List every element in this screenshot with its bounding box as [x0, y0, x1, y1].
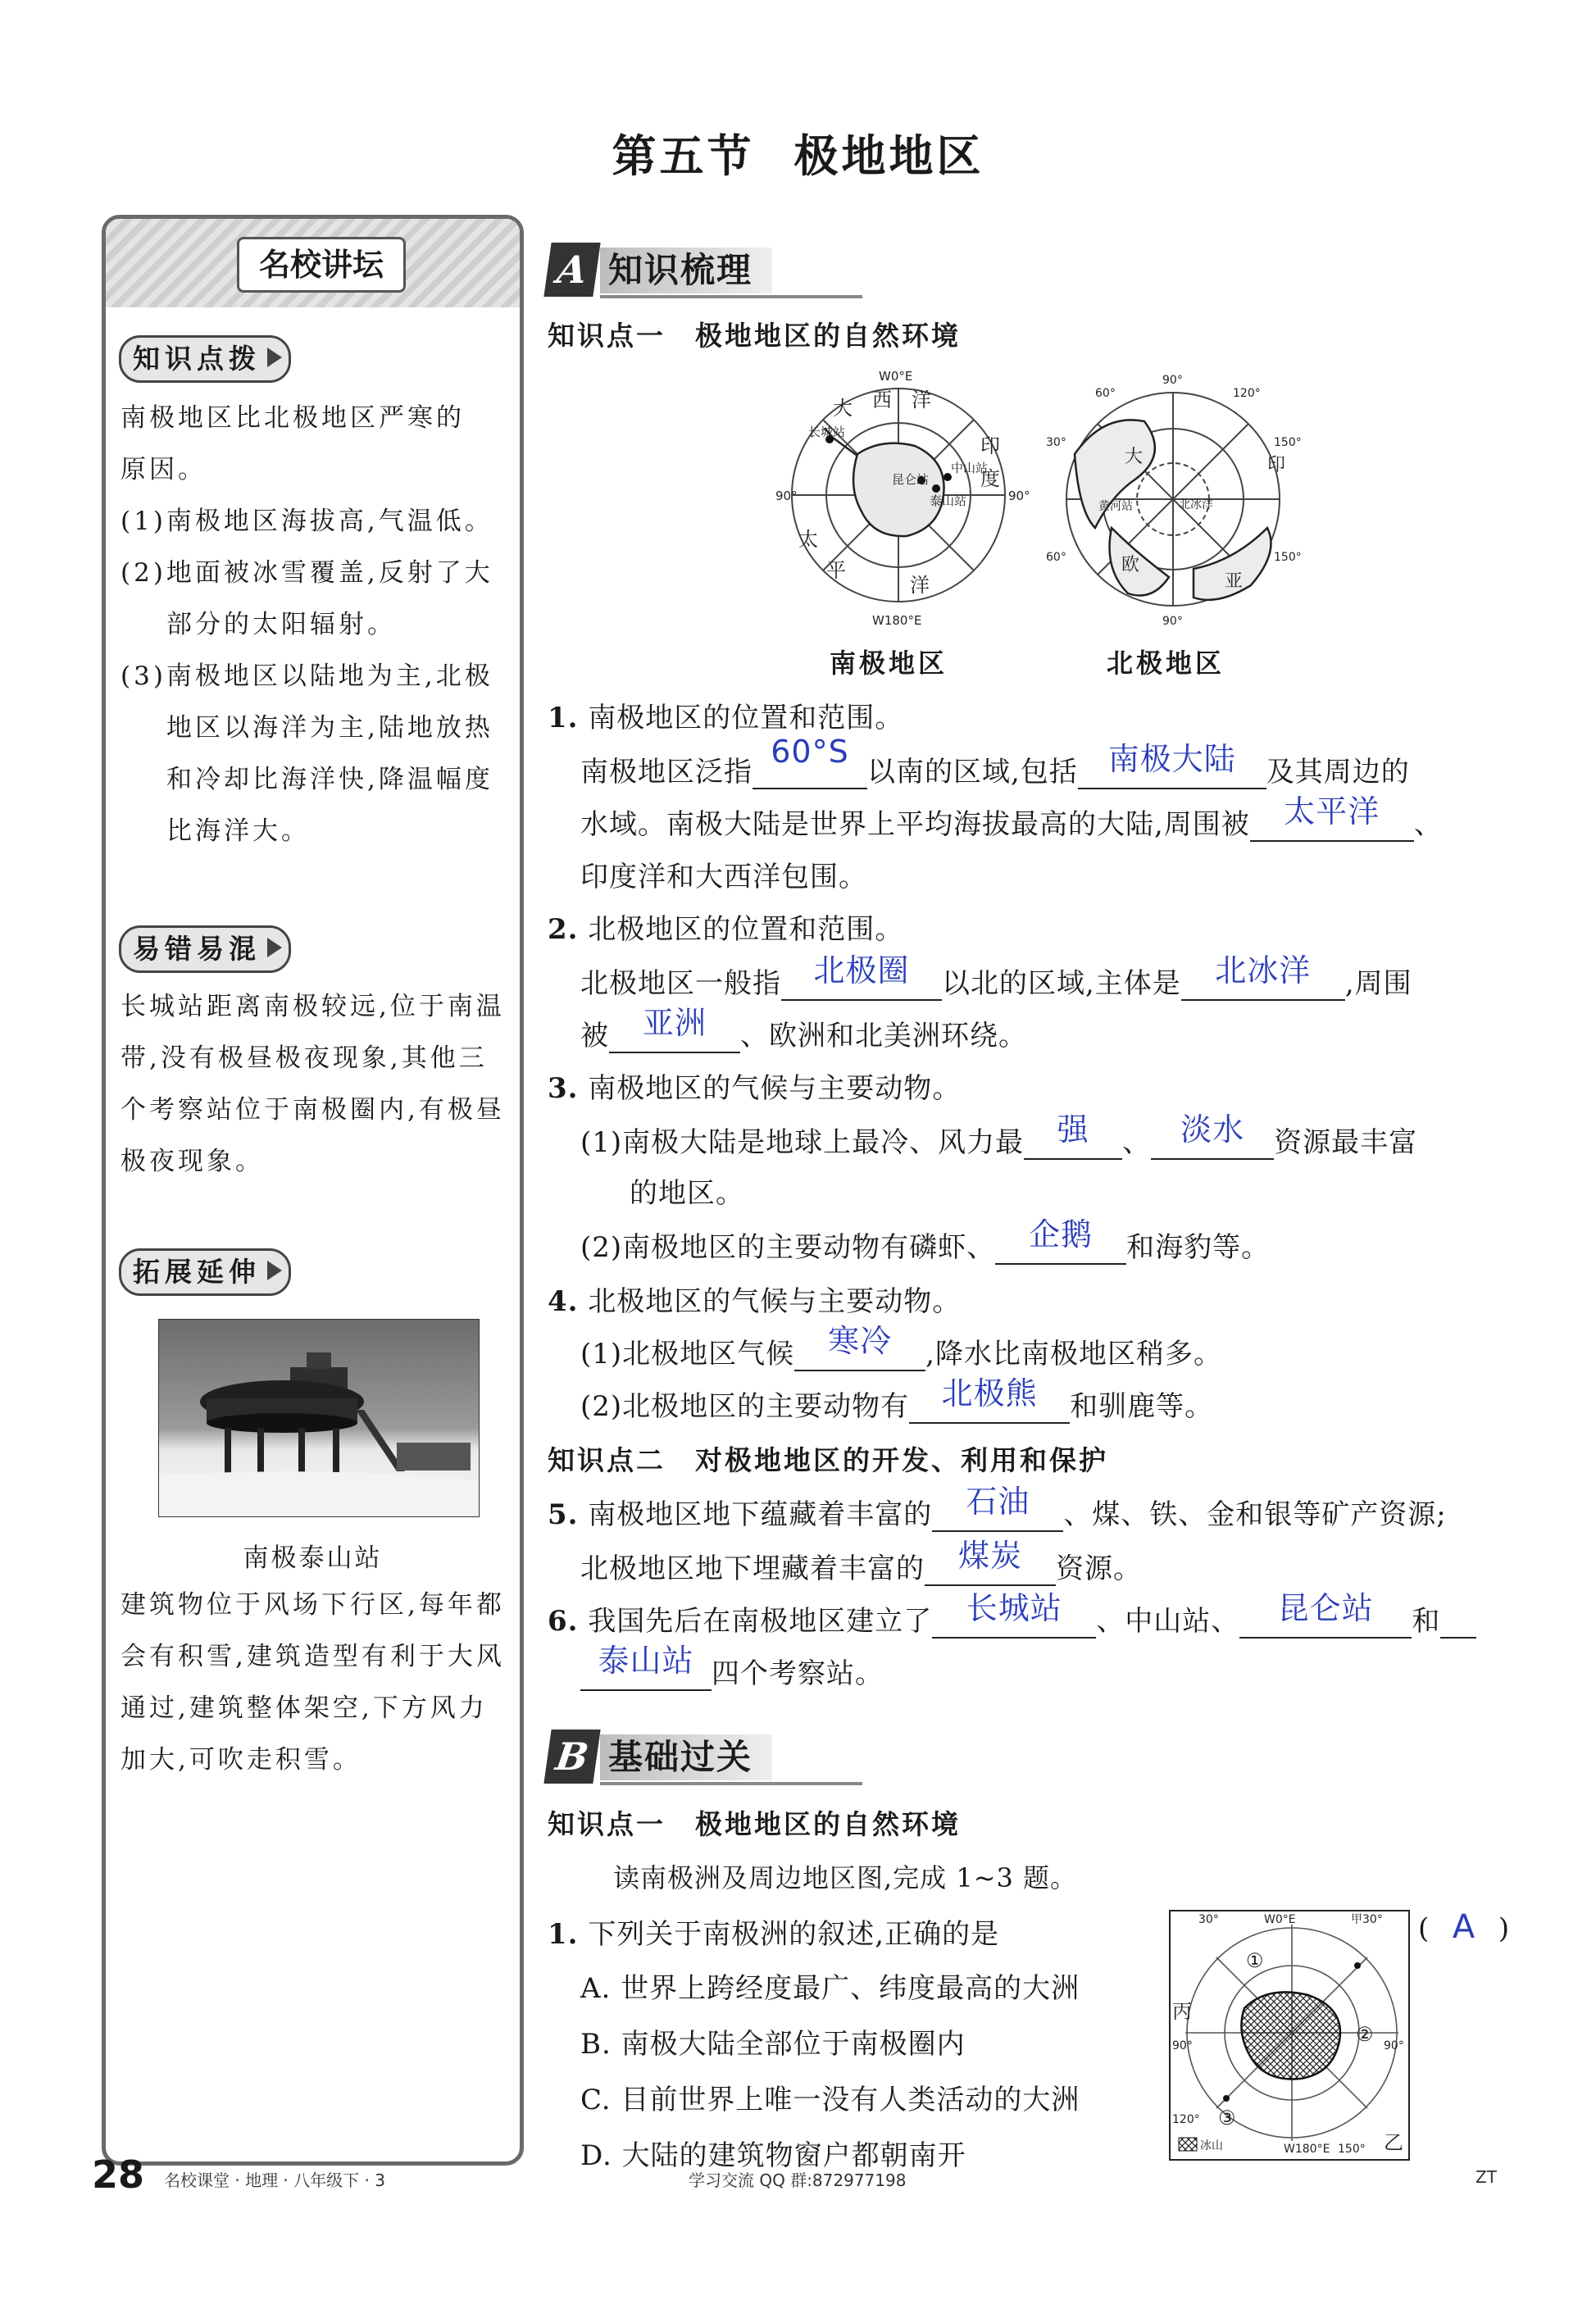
map-label: 泰山站 — [930, 493, 967, 508]
question-1-line-3: 印度洋和大西洋包围。 — [580, 861, 867, 893]
question-4-title: 4. 北极地区的气候与主要动物。 — [548, 1285, 962, 1318]
map-label: 洋 — [910, 574, 930, 597]
answer-blank[interactable] — [1250, 793, 1414, 842]
title-section-number: 第五节 — [612, 130, 755, 182]
handwritten-answer: 强 — [1057, 1111, 1089, 1148]
question-text: 以南的区域,包括 — [867, 756, 1078, 789]
question-text: 南极地区泛指 — [580, 756, 753, 789]
map-label: 太 — [798, 528, 818, 551]
handwritten-answer: 石油 — [966, 1484, 1030, 1520]
section-b-label: 基础过关 — [600, 1734, 772, 1780]
handwritten-answer: 北冰洋 — [1215, 952, 1312, 989]
page-title — [0, 121, 1596, 184]
text-line: 比海洋大。 — [166, 816, 310, 846]
question-text: 北极地区的位置和范围。 — [588, 913, 904, 946]
text-line: 南极地区比北极地区严寒的 — [120, 403, 465, 433]
text-line: 通过,建筑整体架空,下方风力 — [120, 1693, 488, 1723]
question-text: (2)南极地区的主要动物有磷虾、 — [580, 1231, 996, 1264]
question-4-line-2 — [580, 1375, 1214, 1424]
map-label: 90° — [1384, 2039, 1404, 2052]
question-6-line-1: 6. 我国先后在南极地区建立了 长城站 、中山站、 昆仑站 和 — [548, 1598, 1476, 1639]
tip-heading-mistakes: 易错易混 — [119, 925, 291, 973]
handwritten-answer: 北极圈 — [813, 952, 910, 989]
mc-question-1-stem: 1. 下列关于南极洲的叙述,正确的是 — [548, 1918, 1000, 1951]
section-rule — [600, 1782, 862, 1785]
map-label: 印 — [1267, 455, 1286, 475]
map-label: 乙 — [1384, 2131, 1403, 2154]
map-north-caption: 北极地区 — [1107, 648, 1225, 679]
question-text: 南极地区的气候与主要动物。 — [588, 1072, 962, 1105]
map-label: 60° — [1046, 551, 1066, 564]
map-label: 冰山 — [1200, 2139, 1223, 2152]
footer-center: 学习交流 QQ 群:872977198 — [689, 2170, 907, 2190]
map-label: W180°E — [872, 613, 922, 628]
question-text: (1)北极地区气候 — [580, 1338, 795, 1370]
handwritten-answer: 淡水 — [1180, 1111, 1245, 1148]
option-d[interactable]: D. 大陆的建筑物窗户都朝南开 — [580, 2139, 966, 2172]
tip-mistakes-text — [120, 981, 506, 1188]
map-label: 印 — [980, 434, 1000, 457]
antarctica-landmass — [853, 443, 944, 536]
map-label: 60° — [1095, 387, 1116, 400]
handwritten-answer: 北极熊 — [941, 1375, 1038, 1411]
question-text: 被 — [580, 1020, 609, 1052]
kp-prefix: 知识点二 — [548, 1444, 666, 1476]
station-dot — [932, 484, 940, 493]
text-line: 长城站距离南极较远,位于南温 — [120, 992, 505, 1021]
question-text: 水域。南极大陆是世界上平均海拔最高的大陆,周围被 — [580, 808, 1250, 841]
section-a-label: 知识梳理 — [600, 248, 772, 293]
antarctic-map — [775, 364, 1030, 634]
question-3-title: 3. 南极地区的气候与主要动物。 — [548, 1072, 962, 1105]
legend-swatch — [1179, 2138, 1197, 2151]
footer-left: 名校课堂 · 地理 · 八年级下 · 3 — [164, 2170, 385, 2190]
map-label: 150° — [1338, 2143, 1366, 2156]
map-label: W0°E — [1264, 1913, 1296, 1926]
map-label: 甲30° — [1351, 1913, 1383, 1926]
station-illustration — [159, 1320, 479, 1516]
arctic-map — [1046, 364, 1300, 634]
map-label: ③ — [1218, 2107, 1236, 2130]
map-label: ① — [1246, 1949, 1264, 1972]
question-text: 资源。 — [1056, 1552, 1142, 1585]
question-text: 、中山站、 — [1096, 1605, 1240, 1638]
text-line: 个考察站位于南极圈内,有极昼 — [120, 1095, 505, 1125]
answer-blank[interactable] — [1024, 1111, 1122, 1160]
question-text: 北极地区的气候与主要动物。 — [588, 1285, 962, 1318]
answer-blank[interactable] — [1440, 1604, 1476, 1639]
handwritten-answer: 寒冷 — [828, 1323, 893, 1359]
question-text: 下列关于南极洲的叙述,正确的是 — [588, 1918, 1000, 1951]
map-label: 丙 — [1172, 2000, 1192, 2023]
answer-blank[interactable] — [794, 1323, 925, 1371]
map-label: 120° — [1233, 387, 1261, 400]
question-text: (2)北极地区的主要动物有 — [580, 1390, 910, 1423]
question-2-line-1 — [580, 952, 1412, 1001]
handwritten-answer: 昆仑站 — [1277, 1590, 1374, 1626]
map-label: 北冰洋 — [1179, 498, 1213, 511]
kp-prefix: 知识点一 — [548, 1808, 666, 1840]
tip-heading-knowledge: 知识点拨 — [119, 335, 291, 383]
question-text: 北极地区地下埋藏着丰富的 — [580, 1552, 925, 1585]
map-label: 90° — [1162, 374, 1183, 387]
question-text: 、 — [1122, 1126, 1152, 1159]
tip-extension-text — [120, 1580, 506, 1786]
tip-knowledge-text — [120, 393, 506, 857]
text-line: 地区以海洋为主,陆地放热 — [166, 713, 493, 743]
handwritten-answer: 60°S — [771, 734, 849, 770]
handwritten-answer: 煤炭 — [957, 1538, 1022, 1574]
question-text: 四个考察站。 — [712, 1657, 884, 1690]
question-text: 南极地区地下蕴藏着丰富的 — [588, 1498, 933, 1531]
location-dot — [1223, 2095, 1230, 2102]
question-text: ,周围 — [1344, 967, 1412, 1000]
question-text: 及其周边的 — [1266, 756, 1410, 789]
answer-blank[interactable] — [781, 952, 942, 1001]
map-south-caption: 南极地区 — [830, 648, 948, 679]
question-text: 和 — [1412, 1605, 1441, 1638]
question-4-line-1 — [580, 1323, 1222, 1371]
question-text: 资源最丰富 — [1274, 1126, 1418, 1159]
question-text: 以北的区域,主体是 — [942, 967, 1181, 1000]
text-line: 建筑物位于风场下行区,每年都 — [120, 1590, 505, 1620]
map-label: 欧 — [1121, 555, 1140, 575]
page-number: 28 — [92, 2152, 145, 2197]
section-a-header — [548, 243, 859, 300]
kp-prefix: 知识点一 — [548, 320, 666, 352]
taishan-station-photo — [158, 1319, 480, 1517]
text-line: 极夜现象。 — [120, 1147, 264, 1176]
map-label: 大 — [833, 397, 853, 420]
text-line: (2)地面被冰雪覆盖,反射了大 — [120, 558, 493, 588]
map-label: 150° — [1274, 436, 1302, 449]
map-label: ② — [1356, 2023, 1374, 2046]
text-line: 部分的太阳辐射。 — [166, 610, 396, 639]
question-text: (1)南极大陆是地球上最冷、风力最 — [580, 1126, 1025, 1159]
map-label: 大 — [1125, 447, 1144, 467]
question-text: ,降水比南极地区稍多。 — [925, 1338, 1222, 1370]
question-2-line-2 — [580, 1005, 1027, 1053]
handwritten-answer: 长城站 — [966, 1590, 1062, 1626]
section-b-kp-heading — [548, 1803, 961, 1842]
question-1-line-2 — [580, 793, 1443, 842]
map-label: 90° — [1172, 2039, 1193, 2052]
text-line: 原因。 — [120, 455, 207, 484]
question-text: 、 — [1413, 808, 1443, 841]
map-label: 90° — [775, 489, 798, 503]
question-text: 我国先后在南极地区建立了 — [588, 1605, 933, 1638]
question-3-line-3 — [580, 1216, 1271, 1265]
answer-blank[interactable] — [753, 734, 867, 789]
map-label: 150° — [1274, 551, 1302, 564]
handwritten-answer: 泰山站 — [598, 1643, 694, 1679]
paren: ) — [1498, 1912, 1511, 1945]
sidebar-title: 名校讲坛 — [237, 237, 406, 293]
antarctica-question-map — [1169, 1910, 1410, 2161]
answer-blank[interactable] — [1078, 741, 1266, 789]
map-label: 度 — [980, 467, 1000, 490]
antarctica-ice — [1241, 1992, 1340, 2079]
question-3-line-2: 的地区。 — [630, 1177, 744, 1210]
text-line: 和冷却比海洋快,降温幅度 — [166, 765, 493, 794]
answer-blank[interactable] — [1151, 1111, 1274, 1160]
answer-blank[interactable] — [1239, 1590, 1412, 1639]
map-label: 平 — [826, 559, 846, 582]
question-5-line-1: 5. 南极地区地下蕴藏着丰富的 石油 、煤、铁、金和银等矿产资源; — [548, 1492, 1447, 1532]
map-label: 30° — [1046, 436, 1066, 449]
question-text: 和驯鹿等。 — [1070, 1390, 1214, 1423]
question-text: 和海豹等。 — [1126, 1231, 1271, 1264]
section-b-badge: B — [543, 1730, 600, 1784]
location-dot — [1354, 1962, 1361, 1969]
question-6-line-2 — [580, 1643, 884, 1691]
text-line: 加大,可吹走积雪。 — [120, 1745, 361, 1775]
question-text: 北极地区一般指 — [580, 967, 781, 1000]
photo-caption: 南极泰山站 — [243, 1543, 383, 1573]
map-label: W180°E — [1284, 2143, 1330, 2156]
title-topic: 极地地区 — [793, 130, 984, 182]
question-1-title: 1. 南极地区的位置和范围。 — [548, 702, 904, 734]
answer-blank[interactable] — [932, 1590, 1096, 1639]
knowledge-point-2-heading — [548, 1439, 1108, 1478]
map-label: 洋 — [912, 389, 931, 411]
kp-title: 极地地区的自然环境 — [695, 1808, 961, 1840]
map-label: 120° — [1172, 2113, 1200, 2126]
map-label: 亚 — [1225, 571, 1244, 592]
option-c[interactable]: C. 目前世界上唯一没有人类活动的大洲 — [580, 2084, 1080, 2116]
section-b-intro: 读南极洲及周边地区图,完成 1~3 题。 — [613, 1862, 1078, 1893]
map-label: 长城站 — [808, 425, 846, 439]
map-label: 90° — [1162, 615, 1183, 628]
handwritten-choice: A — [1452, 1908, 1476, 1946]
map-label: 西 — [872, 389, 892, 411]
text-line: 带,没有极昼极夜现象,其他三 — [120, 1043, 488, 1073]
question-1-line-1 — [580, 734, 1410, 789]
footer-right: ZT — [1476, 2167, 1497, 2187]
map-label: 90° — [1008, 489, 1030, 503]
kp-title: 对极地地区的开发、利用和保护 — [695, 1444, 1108, 1476]
handwritten-answer: 亚洲 — [642, 1005, 707, 1041]
map-label: 黄河站 — [1098, 500, 1133, 513]
answer-blank[interactable] — [925, 1538, 1056, 1586]
answer-blank[interactable] — [1181, 952, 1345, 1001]
sidebar-panel — [102, 215, 524, 2166]
section-b-header — [548, 1730, 859, 1787]
answer-blank[interactable] — [580, 1643, 712, 1691]
mc-answer-slot — [1418, 1908, 1510, 1946]
answer-blank[interactable] — [609, 1005, 740, 1053]
answer-blank[interactable] — [995, 1216, 1126, 1265]
handwritten-answer: 企鹅 — [1029, 1216, 1094, 1252]
question-5-line-2 — [580, 1538, 1142, 1586]
map-label: W0°E — [879, 369, 913, 384]
map-label: 30° — [1198, 1913, 1219, 1926]
answer-blank[interactable] — [909, 1375, 1070, 1424]
map-label: 昆仑站 — [892, 472, 930, 487]
section-a-badge: A — [543, 243, 600, 297]
paren: ( — [1418, 1912, 1430, 1945]
map-label: 中山站 — [951, 461, 989, 475]
question-text: 南极地区的位置和范围。 — [588, 702, 904, 734]
kp-title: 极地地区的自然环境 — [695, 320, 961, 352]
question-text: 、煤、铁、金和银等矿产资源; — [1063, 1498, 1447, 1531]
handwritten-answer: 南极大陆 — [1107, 741, 1236, 777]
option-a[interactable]: A. 世界上跨经度最广、纬度最高的大洲 — [580, 1972, 1080, 2005]
text-line: (3)南极地区以陆地为主,北极 — [120, 661, 493, 691]
section-rule — [600, 295, 862, 298]
question-2-title: 2. 北极地区的位置和范围。 — [548, 913, 904, 946]
knowledge-point-1-heading — [548, 315, 961, 353]
text-line: 会有积雪,建筑造型有利于大风 — [120, 1642, 505, 1671]
option-b[interactable]: B. 南极大陆全部位于南极圈内 — [580, 2028, 966, 2061]
answer-blank[interactable] — [932, 1484, 1063, 1532]
text-line: (1)南极地区海拔高,气温低。 — [120, 507, 493, 536]
tip-heading-extension: 拓展延伸 — [119, 1248, 291, 1296]
question-text: 、欧洲和北美洲环绕。 — [740, 1020, 1027, 1052]
handwritten-answer: 太平洋 — [1284, 793, 1380, 830]
question-3-line-1 — [580, 1111, 1418, 1160]
